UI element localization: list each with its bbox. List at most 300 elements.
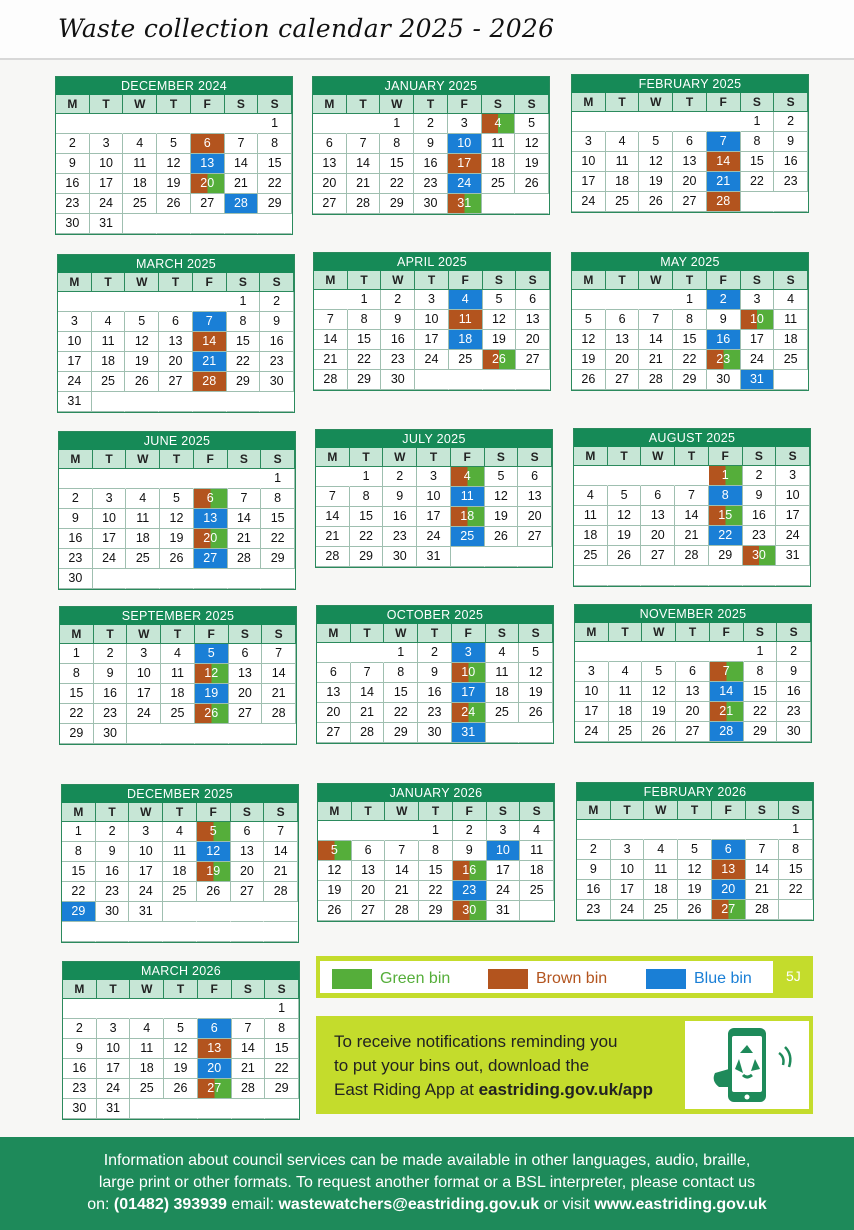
day-cell: 2 xyxy=(707,290,741,310)
day-cell: 22 xyxy=(227,352,261,372)
day-cell: 15 xyxy=(419,861,453,881)
day-cell: 26 xyxy=(197,882,231,902)
day-cell: 14 xyxy=(262,664,296,684)
day-cell: 30 xyxy=(743,546,777,566)
day-cell: 13 xyxy=(673,152,707,172)
weekday-header: S xyxy=(262,625,296,644)
day-cell: 25 xyxy=(126,549,160,569)
day-cell: 2 xyxy=(381,290,415,310)
day-cell: 21 xyxy=(314,350,348,370)
weekday-header: T xyxy=(351,624,385,643)
day-cell: 26 xyxy=(678,900,712,920)
empty-cell xyxy=(712,820,746,840)
empty-cell xyxy=(710,642,744,662)
day-cell: 4 xyxy=(163,822,197,842)
promo-text xyxy=(334,1030,684,1102)
day-cell: 31 xyxy=(741,370,775,390)
day-cell: 8 xyxy=(419,841,453,861)
weekday-header: T xyxy=(419,802,453,821)
day-cell: 18 xyxy=(774,330,808,350)
day-cell: 30 xyxy=(453,901,487,921)
day-cell: 13 xyxy=(676,682,710,702)
day-cell: 10 xyxy=(93,509,127,529)
day-cell: 28 xyxy=(316,547,350,567)
empty-cell xyxy=(129,922,163,942)
day-cell: 28 xyxy=(639,370,673,390)
day-cell: 20 xyxy=(352,881,386,901)
day-cell: 28 xyxy=(262,704,296,724)
empty-cell xyxy=(97,999,131,1019)
day-cell: 20 xyxy=(191,174,225,194)
weekday-header: S xyxy=(519,624,553,643)
empty-cell xyxy=(261,569,295,589)
day-cell: 27 xyxy=(231,882,265,902)
day-cell: 31 xyxy=(129,902,163,922)
day-cell: 15 xyxy=(741,152,775,172)
day-cell: 30 xyxy=(707,370,741,390)
day-cell: 5 xyxy=(642,662,676,682)
day-cell: 25 xyxy=(449,350,483,370)
day-grid xyxy=(572,93,808,212)
promo-line-1: To receive notifications reminding you xyxy=(334,1032,618,1051)
day-cell: 19 xyxy=(483,330,517,350)
month-title: FEBRUARY 2026 xyxy=(577,783,813,801)
weekday-header: F xyxy=(707,93,741,112)
day-cell: 15 xyxy=(384,683,418,703)
day-cell: 21 xyxy=(225,174,259,194)
day-cell: 13 xyxy=(712,860,746,880)
month-title: JANUARY 2025 xyxy=(313,77,549,95)
empty-cell xyxy=(774,192,808,212)
day-cell: 13 xyxy=(198,1039,232,1059)
day-cell: 17 xyxy=(741,330,775,350)
day-cell: 11 xyxy=(486,663,520,683)
day-cell: 26 xyxy=(483,350,517,370)
day-cell: 23 xyxy=(707,350,741,370)
empty-cell xyxy=(93,469,127,489)
weekday-header: S xyxy=(485,448,519,467)
empty-cell xyxy=(313,114,347,134)
footer-line-1: Information about council services can be made available in other languages, audio, braille, xyxy=(103,1152,751,1169)
empty-cell xyxy=(779,900,813,920)
weekday-header: W xyxy=(639,93,673,112)
empty-cell xyxy=(123,214,157,234)
day-cell: 30 xyxy=(94,724,128,744)
day-cell: 22 xyxy=(60,704,94,724)
day-cell: 23 xyxy=(96,882,130,902)
day-cell: 27 xyxy=(229,704,263,724)
day-cell: 2 xyxy=(414,114,448,134)
day-cell: 11 xyxy=(451,487,485,507)
day-cell: 26 xyxy=(485,527,519,547)
footer-email-label: email: xyxy=(226,1196,279,1213)
month-calendar xyxy=(571,74,809,213)
day-cell: 28 xyxy=(385,901,419,921)
weekday-header: F xyxy=(451,448,485,467)
promo-line-3-prefix: East Riding App at xyxy=(334,1080,479,1099)
day-cell: 18 xyxy=(130,1059,164,1079)
empty-cell xyxy=(127,724,161,744)
empty-cell xyxy=(572,112,606,132)
day-cell: 10 xyxy=(572,152,606,172)
empty-cell xyxy=(641,466,675,486)
day-cell: 10 xyxy=(575,682,609,702)
day-cell: 14 xyxy=(351,683,385,703)
day-cell: 17 xyxy=(575,702,609,722)
day-cell: 31 xyxy=(487,901,521,921)
weekday-header: S xyxy=(482,95,516,114)
day-cell: 15 xyxy=(779,860,813,880)
weekday-header: T xyxy=(350,448,384,467)
day-cell: 9 xyxy=(774,132,808,152)
day-cell: 14 xyxy=(225,154,259,174)
empty-cell xyxy=(163,922,197,942)
weekday-header: S xyxy=(265,980,299,999)
day-cell: 9 xyxy=(777,662,811,682)
day-cell: 26 xyxy=(160,549,194,569)
day-cell: 12 xyxy=(157,154,191,174)
day-cell: 23 xyxy=(63,1079,97,1099)
empty-cell xyxy=(193,392,227,412)
day-cell: 10 xyxy=(487,841,521,861)
empty-cell xyxy=(385,821,419,841)
day-cell: 26 xyxy=(157,194,191,214)
day-cell: 4 xyxy=(486,643,520,663)
empty-cell xyxy=(125,392,159,412)
day-cell: 19 xyxy=(157,174,191,194)
day-grid xyxy=(56,95,292,234)
day-cell: 1 xyxy=(265,999,299,1019)
weekday-header: W xyxy=(127,625,161,644)
day-cell: 13 xyxy=(516,310,550,330)
day-cell: 9 xyxy=(63,1039,97,1059)
day-cell: 9 xyxy=(418,663,452,683)
day-cell: 6 xyxy=(606,310,640,330)
day-cell: 3 xyxy=(90,134,124,154)
day-cell: 10 xyxy=(58,332,92,352)
weekday-header: M xyxy=(60,625,94,644)
day-cell: 24 xyxy=(127,704,161,724)
weekday-header: S xyxy=(518,448,552,467)
day-cell: 31 xyxy=(97,1099,131,1119)
day-cell: 7 xyxy=(262,644,296,664)
empty-cell xyxy=(126,469,160,489)
empty-cell xyxy=(642,642,676,662)
day-cell: 20 xyxy=(198,1059,232,1079)
day-cell: 18 xyxy=(161,684,195,704)
day-cell: 17 xyxy=(776,506,810,526)
empty-cell xyxy=(575,642,609,662)
day-cell: 6 xyxy=(518,467,552,487)
weekday-header: M xyxy=(314,271,348,290)
day-cell: 27 xyxy=(198,1079,232,1099)
day-cell: 31 xyxy=(58,392,92,412)
empty-cell xyxy=(574,566,608,586)
day-cell: 25 xyxy=(123,194,157,214)
day-cell: 5 xyxy=(639,132,673,152)
day-cell: 19 xyxy=(318,881,352,901)
day-cell: 27 xyxy=(159,372,193,392)
day-cell: 11 xyxy=(774,310,808,330)
day-cell: 16 xyxy=(94,684,128,704)
day-cell: 13 xyxy=(317,683,351,703)
month-calendar xyxy=(61,784,299,943)
day-cell: 11 xyxy=(163,842,197,862)
app-link[interactable]: eastriding.gov.uk/app xyxy=(478,1080,654,1099)
day-cell: 21 xyxy=(746,880,780,900)
weekday-header: S xyxy=(232,980,266,999)
day-cell: 1 xyxy=(384,643,418,663)
weekday-header: M xyxy=(313,95,347,114)
day-cell: 2 xyxy=(777,642,811,662)
day-cell: 4 xyxy=(774,290,808,310)
day-cell: 12 xyxy=(642,682,676,702)
empty-cell xyxy=(644,820,678,840)
month-calendar xyxy=(574,604,812,743)
day-cell: 6 xyxy=(673,132,707,152)
empty-cell xyxy=(157,214,191,234)
empty-cell xyxy=(519,723,553,743)
brown-bin-swatch xyxy=(488,969,528,989)
day-cell: 19 xyxy=(197,862,231,882)
empty-cell xyxy=(520,901,554,921)
weekday-header: T xyxy=(161,625,195,644)
weekday-header: S xyxy=(231,803,265,822)
day-grid xyxy=(63,980,299,1119)
day-cell: 4 xyxy=(644,840,678,860)
day-cell: 20 xyxy=(673,172,707,192)
day-cell: 4 xyxy=(130,1019,164,1039)
day-cell: 2 xyxy=(577,840,611,860)
day-cell: 17 xyxy=(93,529,127,549)
day-cell: 23 xyxy=(418,703,452,723)
day-cell: 25 xyxy=(92,372,126,392)
day-cell: 22 xyxy=(741,172,775,192)
day-cell: 5 xyxy=(483,290,517,310)
day-cell: 9 xyxy=(383,487,417,507)
day-cell: 16 xyxy=(56,174,90,194)
day-cell: 22 xyxy=(348,350,382,370)
weekday-header: T xyxy=(418,624,452,643)
weekday-header: S xyxy=(227,273,261,292)
day-cell: 10 xyxy=(415,310,449,330)
day-cell: 29 xyxy=(380,194,414,214)
day-cell: 29 xyxy=(227,372,261,392)
day-cell: 8 xyxy=(348,310,382,330)
day-cell: 22 xyxy=(384,703,418,723)
month-title: SEPTEMBER 2025 xyxy=(60,607,296,625)
empty-cell xyxy=(228,569,262,589)
day-cell: 27 xyxy=(676,722,710,742)
day-cell: 7 xyxy=(193,312,227,332)
day-cell: 4 xyxy=(574,486,608,506)
day-cell: 17 xyxy=(417,507,451,527)
day-cell: 15 xyxy=(261,509,295,529)
empty-cell xyxy=(198,999,232,1019)
day-cell: 13 xyxy=(229,664,263,684)
weekday-header: M xyxy=(317,624,351,643)
day-cell: 1 xyxy=(380,114,414,134)
day-cell: 2 xyxy=(56,134,90,154)
day-cell: 19 xyxy=(519,683,553,703)
day-cell: 21 xyxy=(264,862,298,882)
weekday-header: S xyxy=(516,271,550,290)
day-cell: 4 xyxy=(451,467,485,487)
day-cell: 24 xyxy=(129,882,163,902)
day-cell: 3 xyxy=(776,466,810,486)
day-cell: 12 xyxy=(572,330,606,350)
day-cell: 17 xyxy=(97,1059,131,1079)
day-cell: 16 xyxy=(414,154,448,174)
day-cell: 9 xyxy=(577,860,611,880)
weekday-header: T xyxy=(678,801,712,820)
day-cell: 11 xyxy=(130,1039,164,1059)
day-cell: 3 xyxy=(611,840,645,860)
footer-email[interactable]: wastewatchers@eastriding.gov.uk xyxy=(278,1196,540,1213)
day-cell: 16 xyxy=(453,861,487,881)
day-cell: 19 xyxy=(195,684,229,704)
day-cell: 8 xyxy=(779,840,813,860)
weekday-header: T xyxy=(164,980,198,999)
weekday-header: S xyxy=(261,450,295,469)
day-grid xyxy=(316,448,552,567)
day-cell: 5 xyxy=(195,644,229,664)
weekday-header: S xyxy=(483,271,517,290)
day-cell: 18 xyxy=(126,529,160,549)
day-cell: 17 xyxy=(611,880,645,900)
day-cell: 19 xyxy=(125,352,159,372)
day-cell: 18 xyxy=(482,154,516,174)
empty-cell xyxy=(232,1099,266,1119)
empty-cell xyxy=(264,902,298,922)
day-cell: 23 xyxy=(414,174,448,194)
day-cell: 27 xyxy=(317,723,351,743)
day-cell: 22 xyxy=(709,526,743,546)
day-cell: 12 xyxy=(515,134,549,154)
day-cell: 15 xyxy=(258,154,292,174)
day-cell: 8 xyxy=(258,134,292,154)
weekday-header: W xyxy=(642,623,676,642)
month-calendar xyxy=(576,782,814,921)
day-cell: 1 xyxy=(348,290,382,310)
day-cell: 26 xyxy=(572,370,606,390)
month-calendar xyxy=(571,252,809,391)
day-cell: 25 xyxy=(161,704,195,724)
day-cell: 9 xyxy=(381,310,415,330)
day-cell: 5 xyxy=(678,840,712,860)
day-cell: 29 xyxy=(419,901,453,921)
day-cell: 27 xyxy=(191,194,225,214)
day-cell: 3 xyxy=(93,489,127,509)
day-cell: 17 xyxy=(452,683,486,703)
day-cell: 7 xyxy=(228,489,262,509)
weekday-header: T xyxy=(673,271,707,290)
day-grid xyxy=(574,447,810,586)
weekday-header: M xyxy=(56,95,90,114)
day-cell: 11 xyxy=(126,509,160,529)
empty-cell xyxy=(157,114,191,134)
day-cell: 1 xyxy=(258,114,292,134)
day-cell: 3 xyxy=(572,132,606,152)
day-cell: 29 xyxy=(261,549,295,569)
empty-cell xyxy=(231,922,265,942)
day-cell: 2 xyxy=(774,112,808,132)
day-cell: 21 xyxy=(193,352,227,372)
weekday-header: T xyxy=(673,93,707,112)
day-cell: 1 xyxy=(350,467,384,487)
weekday-header: M xyxy=(63,980,97,999)
day-cell: 5 xyxy=(572,310,606,330)
day-cell: 28 xyxy=(314,370,348,390)
footer-site[interactable]: www.eastriding.gov.uk xyxy=(594,1196,767,1213)
day-cell: 28 xyxy=(232,1079,266,1099)
weekday-header: F xyxy=(448,95,482,114)
weekday-header: T xyxy=(417,448,451,467)
empty-cell xyxy=(229,724,263,744)
weekday-header: T xyxy=(96,803,130,822)
weekday-header: W xyxy=(639,271,673,290)
day-cell: 21 xyxy=(232,1059,266,1079)
empty-cell xyxy=(228,469,262,489)
day-cell: 13 xyxy=(191,154,225,174)
day-cell: 25 xyxy=(486,703,520,723)
day-cell: 7 xyxy=(314,310,348,330)
day-cell: 24 xyxy=(611,900,645,920)
footer-phone[interactable]: (01482) 393939 xyxy=(113,1196,227,1213)
day-cell: 11 xyxy=(123,154,157,174)
weekday-header: T xyxy=(609,623,643,642)
footer-visit: or visit xyxy=(539,1196,595,1213)
weekday-header: M xyxy=(572,271,606,290)
day-cell: 30 xyxy=(96,902,130,922)
day-cell: 18 xyxy=(451,507,485,527)
empty-cell xyxy=(678,820,712,840)
day-cell: 5 xyxy=(157,134,191,154)
day-cell: 18 xyxy=(606,172,640,192)
day-cell: 23 xyxy=(577,900,611,920)
empty-cell xyxy=(639,290,673,310)
empty-cell xyxy=(194,469,228,489)
day-cell: 8 xyxy=(744,662,778,682)
day-cell: 29 xyxy=(709,546,743,566)
day-cell: 30 xyxy=(59,569,93,589)
empty-cell xyxy=(164,1099,198,1119)
day-cell: 27 xyxy=(606,370,640,390)
day-cell: 2 xyxy=(383,467,417,487)
day-cell: 4 xyxy=(609,662,643,682)
day-cell: 12 xyxy=(160,509,194,529)
day-cell: 9 xyxy=(59,509,93,529)
weekday-header: W xyxy=(125,273,159,292)
day-cell: 19 xyxy=(515,154,549,174)
day-cell: 12 xyxy=(485,487,519,507)
empty-cell xyxy=(191,114,225,134)
day-cell: 12 xyxy=(125,332,159,352)
day-cell: 29 xyxy=(258,194,292,214)
weekday-header: S xyxy=(487,802,521,821)
day-cell: 14 xyxy=(746,860,780,880)
day-grid xyxy=(572,271,808,390)
empty-cell xyxy=(197,922,231,942)
header xyxy=(0,0,854,60)
day-cell: 23 xyxy=(56,194,90,214)
day-cell: 22 xyxy=(744,702,778,722)
weekday-header: W xyxy=(126,450,160,469)
empty-cell xyxy=(606,112,640,132)
weekday-header: F xyxy=(449,271,483,290)
day-cell: 28 xyxy=(225,194,259,214)
day-cell: 6 xyxy=(159,312,193,332)
